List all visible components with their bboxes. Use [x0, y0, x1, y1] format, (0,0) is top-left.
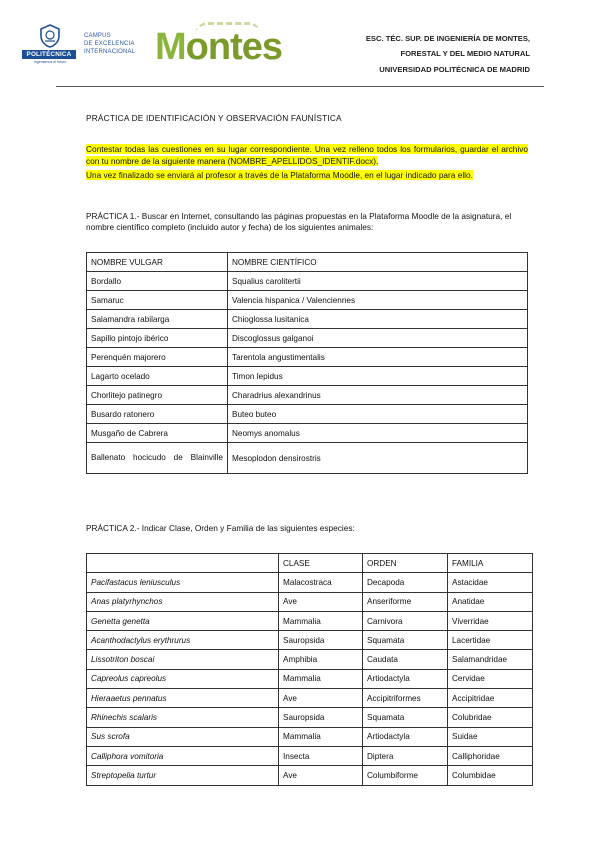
species-cell: Anas platyrhynchos [87, 592, 279, 611]
table-row [87, 631, 533, 650]
header-familia: FAMILIA [448, 554, 533, 573]
orden-cell[interactable]: Anseriforme [363, 592, 448, 611]
familia-cell[interactable]: Calliphoridae [448, 746, 533, 765]
table-row [87, 669, 533, 688]
instruction-paragraph-1: Contestar todas las cuestiones en su lugar correspondiente. Una vez relleno todos los formularios, guardar el archivo con tu nombre de la siguiente manera (NOMBRE_APELLIDOS_IDENTIF.docx). [86, 144, 528, 166]
table-row [87, 405, 528, 424]
orden-cell[interactable]: Caudata [363, 650, 448, 669]
montes-logo [155, 22, 283, 68]
familia-cell[interactable]: Lacertidae [448, 631, 533, 650]
table-row [87, 310, 528, 329]
species-cell: Acanthodactylus erythrurus [87, 631, 279, 650]
practica2-table [86, 553, 533, 786]
header-clase: CLASE [279, 554, 363, 573]
species-cell: Calliphora vomitoria [87, 746, 279, 765]
table-row [87, 348, 528, 367]
header-species [87, 554, 279, 573]
species-cell: Pacifastacus leniusculus [87, 573, 279, 592]
practica2-intro: PRÁCTICA 2.- Indicar Clase, Orden y Familia de las siguientes especies: [86, 523, 355, 533]
table-header-row [87, 253, 528, 272]
table-row [87, 291, 528, 310]
scientific-name-cell[interactable]: Buteo buteo [228, 405, 528, 424]
orden-cell[interactable]: Diptera [363, 746, 448, 765]
table-row [87, 689, 533, 708]
document-title: PRÁCTICA DE IDENTIFICACIÓN Y OBSERVACIÓN FAUNÍSTICA [86, 113, 342, 123]
clase-cell[interactable]: Malacostraca [279, 573, 363, 592]
instruction-paragraph-2: Una vez finalizado se enviará al profesor a través de la Plataforma Moodle, en el lugar indicado para ello. [86, 170, 473, 180]
institution-name: ESC. TÉC. SUP. DE INGENIERÍA DE MONTES, FORESTAL Y DEL MEDIO NATURAL UNIVERSIDAD POLITÉCNICA DE MADRID [365, 34, 530, 74]
scientific-name-cell[interactable]: Tarentola angustimentalis [228, 348, 528, 367]
species-cell: Capreolus capreolus [87, 669, 279, 688]
clase-cell[interactable]: Mammalia [279, 727, 363, 746]
species-cell: Sus scrofa [87, 727, 279, 746]
orden-cell[interactable]: Squamata [363, 631, 448, 650]
table-row [87, 329, 528, 348]
header-divider [56, 86, 544, 87]
common-name-cell: Busardo ratonero [87, 405, 228, 424]
common-name-cell: Bordallo [87, 272, 228, 291]
table-row [87, 386, 528, 405]
familia-cell[interactable]: Astacidae [448, 573, 533, 592]
common-name-cell: Samaruc [87, 291, 228, 310]
familia-cell[interactable]: Viverridae [448, 611, 533, 630]
orden-cell[interactable]: Columbiforme [363, 766, 448, 785]
scientific-name-cell[interactable]: Squalius carolitertii [228, 272, 528, 291]
header-orden: ORDEN [363, 554, 448, 573]
species-cell: Lissotriton boscai [87, 650, 279, 669]
scientific-name-cell[interactable]: Chioglossa lusitanica [228, 310, 528, 329]
montes-wordmark: Montes [155, 26, 283, 68]
upm-crest-icon [38, 24, 62, 48]
common-name-cell: Perenquén majorero [87, 348, 228, 367]
table-row [87, 443, 528, 474]
orden-cell[interactable]: Carnivora [363, 611, 448, 630]
scientific-name-cell[interactable]: Neomys anomalus [228, 424, 528, 443]
common-name-cell: Salamandra rabilarga [87, 310, 228, 329]
clase-cell[interactable]: Amphibia [279, 650, 363, 669]
familia-cell[interactable]: Anatidae [448, 592, 533, 611]
common-name-cell: Chorlitejo patinegro [87, 386, 228, 405]
species-cell: Streptopelia turtur [87, 766, 279, 785]
clase-cell[interactable]: Sauropsida [279, 708, 363, 727]
table-row [87, 746, 533, 765]
familia-cell[interactable]: Columbidae [448, 766, 533, 785]
common-name-cell: Musgaño de Cabrera [87, 424, 228, 443]
table-row [87, 766, 533, 785]
orden-cell[interactable]: Artiodactyla [363, 727, 448, 746]
table-row [87, 367, 528, 386]
header-nombre-vulgar: NOMBRE VULGAR [87, 253, 228, 272]
clase-cell[interactable]: Ave [279, 766, 363, 785]
table-row [87, 424, 528, 443]
table-row [87, 708, 533, 727]
common-name-cell: Ballenato hocicudo de Blainville [87, 443, 228, 474]
orden-cell[interactable]: Squamata [363, 708, 448, 727]
upm-tagline: Ingeniamos el futuro [33, 60, 67, 64]
familia-cell[interactable]: Accipitridae [448, 689, 533, 708]
table-row [87, 611, 533, 630]
clase-cell[interactable]: Mammalia [279, 611, 363, 630]
practica1-intro: PRÁCTICA 1.- Buscar en Internet, consultando las páginas propuestas en la Plataforma Moodle de la asignatura, el nombre científico completo (incluido autor y fecha) de los siguientes animales: [86, 211, 512, 232]
familia-cell[interactable]: Colubridae [448, 708, 533, 727]
practica1-table [86, 252, 528, 474]
table-row [87, 650, 533, 669]
clase-cell[interactable]: Ave [279, 689, 363, 708]
orden-cell[interactable]: Decapoda [363, 573, 448, 592]
table-row [87, 592, 533, 611]
scientific-name-cell[interactable]: Charadrius alexandrinus [228, 386, 528, 405]
table-row [87, 727, 533, 746]
clase-cell[interactable]: Mammalia [279, 669, 363, 688]
species-cell: Rhinechis scalaris [87, 708, 279, 727]
orden-cell[interactable]: Accipitriformes [363, 689, 448, 708]
scientific-name-cell[interactable]: Timon lepidus [228, 367, 528, 386]
table-row [87, 272, 528, 291]
orden-cell[interactable]: Artiodactyla [363, 669, 448, 688]
clase-cell[interactable]: Ave [279, 592, 363, 611]
familia-cell[interactable]: Suidae [448, 727, 533, 746]
clase-cell[interactable]: Insecta [279, 746, 363, 765]
table-header-row [87, 554, 533, 573]
common-name-cell: Sapillo pintojo ibérico [87, 329, 228, 348]
header-nombre-cientifico: NOMBRE CIENTÍFICO [228, 253, 528, 272]
campus-excelencia-text: CAMPUS DE EXCELENCIA INTERNACIONAL [84, 33, 136, 55]
upm-logo [22, 24, 78, 70]
scientific-name-cell[interactable]: Discoglossus galganoi [228, 329, 528, 348]
familia-cell[interactable]: Cervidae [448, 669, 533, 688]
scientific-name-cell[interactable]: Mesoplodon densirostris [228, 443, 528, 474]
familia-cell[interactable]: Salamandridae [448, 650, 533, 669]
scientific-name-cell[interactable]: Valencia hispanica / Valenciennes [228, 291, 528, 310]
upm-name: POLITÉCNICA [22, 50, 76, 59]
species-cell: Genetta genetta [87, 611, 279, 630]
table-row [87, 573, 533, 592]
common-name-cell: Lagarto ocelado [87, 367, 228, 386]
species-cell: Hieraaetus pennatus [87, 689, 279, 708]
clase-cell[interactable]: Sauropsida [279, 631, 363, 650]
